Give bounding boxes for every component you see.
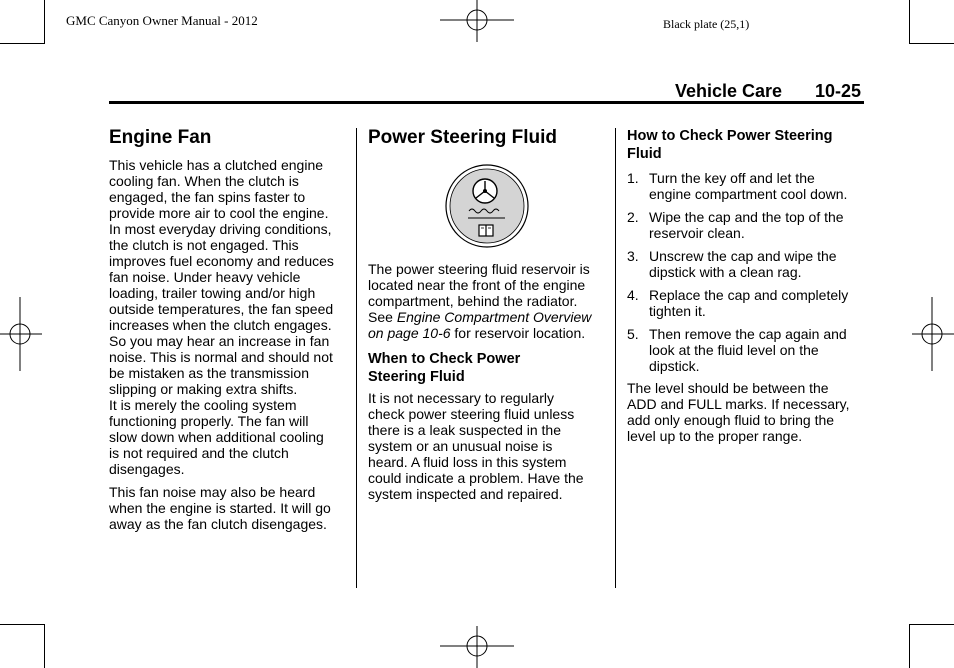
how-to-check-closing <box>627 380 867 444</box>
step-text: engine compartment cool down. <box>649 186 848 202</box>
text-line: Fluid <box>627 146 662 162</box>
step-number: 4. <box>627 287 639 303</box>
text-line: system inspected and repaired. <box>368 486 563 502</box>
section-divider <box>109 101 864 104</box>
step-text: Then remove the cap again and <box>649 326 847 342</box>
engine-fan-heading: Engine Fan <box>109 127 212 148</box>
text-line: When to Check Power <box>368 351 521 367</box>
step-item <box>627 209 867 241</box>
text-line: level up to the proper range. <box>627 428 803 444</box>
text-line: It is merely the cooling system <box>109 397 297 413</box>
when-to-check-paragraph <box>368 390 608 502</box>
text-line: increases when the clutch engages. <box>109 317 332 333</box>
plate-label: Black plate (25,1) <box>663 17 750 31</box>
step-item <box>627 248 867 280</box>
text-line: improves fuel economy and reduces <box>109 253 334 269</box>
manual-title: GMC Canyon Owner Manual - 2012 <box>66 13 258 28</box>
text-line: fan noise. Under heavy vehicle <box>109 269 301 285</box>
see-suffix: for reservoir location. <box>450 325 586 341</box>
column-power-steering <box>368 127 608 502</box>
text-line: could indicate a problem. Have the <box>368 470 584 486</box>
text-line: compartment, behind the radiator. <box>368 293 578 309</box>
text-line: In most everyday driving conditions, <box>109 221 332 237</box>
text-line: away as the fan clutch disengages. <box>109 516 327 532</box>
text-line: provide more air to cool the engine. <box>109 205 329 221</box>
how-to-check-heading <box>627 127 867 163</box>
step-text: reservoir clean. <box>649 225 745 241</box>
text-line: functioning properly. The fan will <box>109 413 309 429</box>
text-line: engaged, the fan spins faster to <box>109 189 306 205</box>
column-divider-1 <box>356 128 357 588</box>
text-line: How to Check Power Steering <box>627 128 833 144</box>
text-line: Steering Fluid <box>368 369 465 385</box>
text-line: when the engine is started. It will go <box>109 500 331 516</box>
text-line: slipping or making extra shifts. <box>109 381 298 397</box>
text-line: disengages. <box>109 461 185 477</box>
registration-mark-right <box>910 297 954 373</box>
engine-fan-paragraph-1 <box>109 157 349 477</box>
registration-mark-top <box>440 0 516 44</box>
power-steering-cap-icon <box>444 163 530 249</box>
text-line: The power steering fluid reservoir is <box>368 261 590 277</box>
step-number: 5. <box>627 326 639 342</box>
text-line: system or an unusual noise is <box>368 438 553 454</box>
text-line: heard. A fluid loss in this system <box>368 454 567 470</box>
step-number: 2. <box>627 209 639 225</box>
step-text: Turn the key off and let the <box>649 170 815 186</box>
step-text: Wipe the cap and the top of the <box>649 209 844 225</box>
text-line: This fan noise may also be heard <box>109 484 316 500</box>
text-line: So you may hear an increase in fan <box>109 333 330 349</box>
text-line: cooling fan. When the clutch is <box>109 173 299 189</box>
text-line: The level should be between the <box>627 380 829 396</box>
text-line: add only enough fluid to bring the <box>627 412 835 428</box>
step-number: 3. <box>627 248 639 264</box>
text-line: ADD and FULL marks. If necessary, <box>627 396 850 412</box>
text-line: is not required and the clutch <box>109 445 289 461</box>
text-line: located near the front of the engine <box>368 277 586 293</box>
step-item <box>627 170 867 202</box>
step-text: Unscrew the cap and wipe the <box>649 248 837 264</box>
step-text: Replace the cap and completely <box>649 287 849 303</box>
see-prefix: See <box>368 309 397 325</box>
power-steering-heading: Power Steering Fluid <box>368 127 557 148</box>
engine-compartment-page-link[interactable]: on page 10-6 <box>368 325 451 341</box>
text-line: It is not necessary to regularly <box>368 390 554 406</box>
page-number: 10-25 <box>815 81 862 101</box>
column-divider-2 <box>615 128 616 588</box>
text-line: This vehicle has a clutched engine <box>109 157 324 173</box>
text-line: there is a leak suspected in the <box>368 422 562 438</box>
text-line: noise. This is normal and should not <box>109 349 333 365</box>
engine-compartment-link[interactable]: Engine Compartment Overview <box>396 309 592 325</box>
text-line: loading, trailer towing and/or high <box>109 285 316 301</box>
text-line: slow down when additional cooling <box>109 429 324 445</box>
text-line: outside temperatures, the fan speed <box>109 301 334 317</box>
power-steering-intro <box>368 261 608 341</box>
step-text: dipstick with a clean rag. <box>649 264 802 280</box>
step-text: tighten it. <box>649 303 706 319</box>
step-number: 1. <box>627 170 639 186</box>
how-to-check-steps <box>627 170 867 374</box>
engine-fan-paragraph-2 <box>109 484 349 532</box>
text-line: be mistaken as the transmission <box>109 365 309 381</box>
text-line: the clutch is not engaged. This <box>109 237 299 253</box>
text-line: check power steering fluid unless <box>368 406 575 422</box>
step-item <box>627 287 867 319</box>
column-how-to-check <box>627 127 867 444</box>
registration-mark-left <box>0 297 44 373</box>
owner-manual-icon <box>479 225 493 236</box>
step-item <box>627 326 867 374</box>
step-text: look at the fluid level on the <box>649 342 819 358</box>
when-to-check-heading <box>368 350 608 386</box>
section-title: Vehicle Care <box>675 81 783 101</box>
step-text: dipstick. <box>649 358 700 374</box>
registration-mark-bottom <box>440 624 516 668</box>
column-engine-fan <box>109 127 349 532</box>
